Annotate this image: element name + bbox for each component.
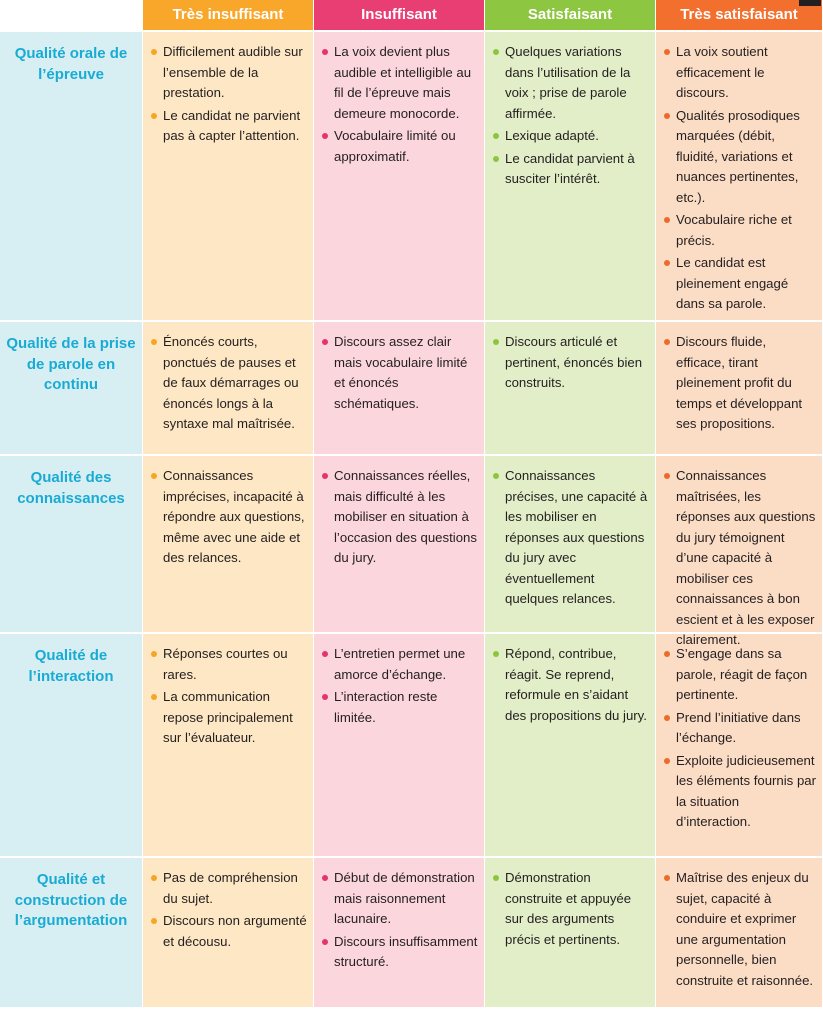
cell-argumentation-insuffisant bbox=[314, 858, 485, 1009]
row-label-prise-de-parole: Qualité de la prise de parole en continu bbox=[0, 322, 143, 456]
criteria-text: La voix devient plus audible et intelligible au fil de l’épreuve mais demeure monocorde. bbox=[334, 44, 472, 121]
criteria-item bbox=[320, 932, 478, 973]
row-label-qualite-orale: Qualité orale de l’épreuve bbox=[0, 32, 143, 322]
criteria-item bbox=[149, 332, 307, 435]
bullet-dot-icon bbox=[322, 651, 328, 657]
criteria-item bbox=[491, 126, 649, 147]
criteria-list bbox=[662, 42, 816, 315]
criteria-text: Le candidat ne parvient pas à capter l’attention. bbox=[163, 107, 301, 143]
cell-prise-de-parole-tres-insuffisant bbox=[143, 322, 314, 456]
criteria-list bbox=[149, 644, 307, 749]
corner-cell bbox=[0, 0, 143, 32]
bullet-dot-icon bbox=[664, 113, 670, 119]
cell-interaction-tres-satisfaisant bbox=[656, 634, 823, 858]
criteria-item bbox=[149, 644, 307, 685]
criteria-list bbox=[320, 868, 478, 973]
bullet-dot-icon bbox=[664, 49, 670, 55]
cell-qualite-orale-tres-satisfaisant bbox=[656, 32, 823, 322]
row-label-argumentation: Qualité et construction de l’argumentation bbox=[0, 858, 143, 1009]
bullet-dot-icon bbox=[664, 260, 670, 266]
bullet-dot-icon bbox=[322, 49, 328, 55]
criteria-text: L’interaction reste limitée. bbox=[334, 689, 438, 725]
criteria-text: Début de démonstration mais raisonnement lacunaire. bbox=[334, 870, 475, 926]
criteria-item bbox=[320, 332, 478, 414]
criteria-text: Prend l’initiative dans l’échange. bbox=[676, 709, 801, 745]
bullet-dot-icon bbox=[322, 694, 328, 700]
criteria-text: Répond, contribue, réagit. Se reprend, reformule en s’aidant des propositions du jury. bbox=[505, 646, 647, 723]
criteria-item bbox=[149, 687, 307, 749]
bullet-dot-icon bbox=[151, 113, 157, 119]
criteria-text: Quelques variations dans l’utilisation de la voix ; prise de parole affirmée. bbox=[505, 44, 631, 121]
criteria-text: S’engage dans sa parole, réagit de façon pertinente. bbox=[676, 646, 808, 702]
criteria-list bbox=[662, 466, 816, 651]
criteria-item bbox=[320, 868, 478, 930]
criteria-text: Discours assez clair mais vocabulaire limité et énoncés schématiques. bbox=[334, 334, 468, 411]
bullet-dot-icon bbox=[493, 651, 499, 657]
criteria-text: La voix soutient efficacement le discours. bbox=[676, 44, 768, 100]
criteria-text: Exploite judicieusement les éléments fournis par la situation d’interaction. bbox=[676, 752, 817, 829]
cell-argumentation-tres-insuffisant bbox=[143, 858, 314, 1009]
criteria-text: Difficilement audible sur l’ensemble de la prestation. bbox=[163, 44, 303, 100]
cell-interaction-insuffisant bbox=[314, 634, 485, 858]
bullet-dot-icon bbox=[322, 875, 328, 881]
row-label-interaction: Qualité de l’interaction bbox=[0, 634, 143, 858]
criteria-item bbox=[662, 751, 816, 833]
criteria-list bbox=[491, 644, 649, 726]
criteria-item bbox=[662, 466, 816, 651]
column-header-tres-insuffisant: Très insuffisant bbox=[143, 0, 314, 32]
criteria-list bbox=[149, 868, 307, 952]
criteria-item bbox=[662, 253, 816, 315]
cell-connaissances-satisfaisant bbox=[485, 456, 656, 634]
criteria-text: Connaissances réelles, mais difficulté à les mobiliser en situation à l’occasion des questions du jury. bbox=[334, 468, 477, 565]
criteria-item bbox=[320, 644, 478, 685]
criteria-text: Qualités prosodiques marquées (débit, fluidité, variations et nuances pertinentes, etc.). bbox=[676, 107, 800, 205]
bullet-dot-icon bbox=[493, 339, 499, 345]
criteria-text: Énoncés courts, ponctués de pauses et de faux démarrages ou énoncés longs à la syntaxe mal maîtrisée. bbox=[163, 334, 299, 431]
criteria-item bbox=[662, 644, 816, 706]
bullet-dot-icon bbox=[664, 875, 670, 881]
bullet-dot-icon bbox=[664, 473, 670, 479]
criteria-item bbox=[662, 708, 816, 749]
criteria-text: La communication repose principalement sur l’évaluateur. bbox=[163, 689, 293, 745]
bullet-dot-icon bbox=[493, 133, 499, 139]
column-header-satisfaisant: Satisfaisant bbox=[485, 0, 656, 32]
criteria-item bbox=[491, 868, 649, 950]
criteria-item bbox=[149, 868, 307, 909]
criteria-item bbox=[491, 466, 649, 610]
criteria-text: Pas de compréhension du sujet. bbox=[163, 870, 298, 906]
criteria-list bbox=[491, 466, 649, 610]
cell-qualite-orale-insuffisant bbox=[314, 32, 485, 322]
criteria-item bbox=[320, 466, 478, 569]
row-label-connaissances: Qualité des connaissances bbox=[0, 456, 143, 634]
criteria-item bbox=[149, 466, 307, 569]
criteria-text: Discours fluide, efficace, tirant pleinement profit du temps et développant ses propositions. bbox=[676, 334, 803, 431]
criteria-list bbox=[320, 332, 478, 414]
bullet-dot-icon bbox=[151, 473, 157, 479]
criteria-text: Discours non argumenté et décousu. bbox=[163, 913, 307, 949]
page-marker bbox=[799, 0, 821, 6]
criteria-text: Le candidat est pleinement engagé dans sa parole. bbox=[676, 255, 789, 311]
bullet-dot-icon bbox=[151, 49, 157, 55]
criteria-text: Vocabulaire limité ou approximatif. bbox=[334, 128, 456, 164]
cell-prise-de-parole-satisfaisant bbox=[485, 322, 656, 456]
criteria-item bbox=[320, 687, 478, 728]
criteria-item bbox=[491, 149, 649, 190]
bullet-dot-icon bbox=[493, 49, 499, 55]
bullet-dot-icon bbox=[151, 651, 157, 657]
criteria-list bbox=[491, 42, 649, 190]
criteria-list bbox=[662, 644, 816, 833]
bullet-dot-icon bbox=[151, 339, 157, 345]
bullet-dot-icon bbox=[151, 875, 157, 881]
criteria-item bbox=[149, 42, 307, 104]
criteria-list bbox=[149, 332, 307, 435]
bullet-dot-icon bbox=[493, 473, 499, 479]
bullet-dot-icon bbox=[322, 939, 328, 945]
criteria-text: Démonstration construite et appuyée sur des arguments précis et pertinents. bbox=[505, 870, 632, 947]
cell-prise-de-parole-tres-satisfaisant bbox=[656, 322, 823, 456]
criteria-item bbox=[491, 42, 649, 124]
criteria-item bbox=[149, 911, 307, 952]
criteria-item bbox=[662, 106, 816, 209]
column-header-insuffisant: Insuffisant bbox=[314, 0, 485, 32]
cell-interaction-tres-insuffisant bbox=[143, 634, 314, 858]
criteria-list bbox=[662, 332, 816, 435]
criteria-text: Discours insuffisamment structuré. bbox=[334, 933, 478, 969]
criteria-text: Réponses courtes ou rares. bbox=[163, 646, 288, 682]
cell-interaction-satisfaisant bbox=[485, 634, 656, 858]
bullet-dot-icon bbox=[322, 133, 328, 139]
criteria-list bbox=[491, 332, 649, 394]
cell-argumentation-tres-satisfaisant bbox=[656, 858, 823, 1009]
criteria-item bbox=[320, 42, 478, 124]
bullet-dot-icon bbox=[493, 875, 499, 881]
criteria-list bbox=[320, 466, 478, 569]
criteria-item bbox=[491, 644, 649, 726]
bullet-dot-icon bbox=[322, 339, 328, 345]
bullet-dot-icon bbox=[493, 156, 499, 162]
cell-argumentation-satisfaisant bbox=[485, 858, 656, 1009]
bullet-dot-icon bbox=[664, 651, 670, 657]
criteria-item bbox=[662, 868, 816, 991]
criteria-list bbox=[320, 42, 478, 167]
criteria-item bbox=[491, 332, 649, 394]
criteria-list bbox=[320, 644, 478, 728]
criteria-text: Lexique adapté. bbox=[505, 128, 599, 143]
criteria-text: L’entretien permet une amorce d’échange. bbox=[334, 646, 466, 682]
criteria-list bbox=[149, 466, 307, 569]
cell-qualite-orale-tres-insuffisant bbox=[143, 32, 314, 322]
cell-connaissances-insuffisant bbox=[314, 456, 485, 634]
criteria-text: Discours articulé et pertinent, énoncés bien construits. bbox=[505, 334, 643, 390]
bullet-dot-icon bbox=[151, 694, 157, 700]
cell-connaissances-tres-insuffisant bbox=[143, 456, 314, 634]
criteria-text: Vocabulaire riche et précis. bbox=[676, 212, 792, 248]
cell-qualite-orale-satisfaisant bbox=[485, 32, 656, 322]
bullet-dot-icon bbox=[151, 918, 157, 924]
criteria-text: Connaissances imprécises, incapacité à répondre aux questions, même avec une aide et des relances. bbox=[163, 468, 305, 565]
criteria-text: Le candidat parvient à susciter l’intérêt. bbox=[505, 150, 635, 186]
criteria-text: Connaissances précises, une capacité à les mobiliser en réponses aux questions du jury avec éventuellement quelques relances. bbox=[505, 468, 648, 606]
column-header-tres-satisfaisant: Très satisfaisant bbox=[656, 0, 823, 32]
criteria-text: Maîtrise des enjeux du sujet, capacité à conduire et exprimer une argumentation personnelle, bien construite et raisonnée. bbox=[676, 870, 814, 988]
cell-connaissances-tres-satisfaisant bbox=[656, 456, 823, 647]
bullet-dot-icon bbox=[664, 339, 670, 345]
bullet-dot-icon bbox=[322, 473, 328, 479]
criteria-item bbox=[662, 42, 816, 104]
criteria-list bbox=[491, 868, 649, 950]
criteria-list bbox=[662, 868, 816, 991]
criteria-item bbox=[149, 106, 307, 147]
criteria-list bbox=[149, 42, 307, 147]
bullet-dot-icon bbox=[664, 217, 670, 223]
bullet-dot-icon bbox=[664, 715, 670, 721]
criteria-item bbox=[662, 210, 816, 251]
cell-prise-de-parole-insuffisant bbox=[314, 322, 485, 456]
criteria-text: Connaissances maîtrisées, les réponses aux questions du jury témoignent d’une capacité à mobiliser ces connaissances à bon escient et à les exposer clairement. bbox=[676, 468, 816, 647]
bullet-dot-icon bbox=[664, 758, 670, 764]
criteria-item bbox=[320, 126, 478, 167]
criteria-item bbox=[662, 332, 816, 435]
